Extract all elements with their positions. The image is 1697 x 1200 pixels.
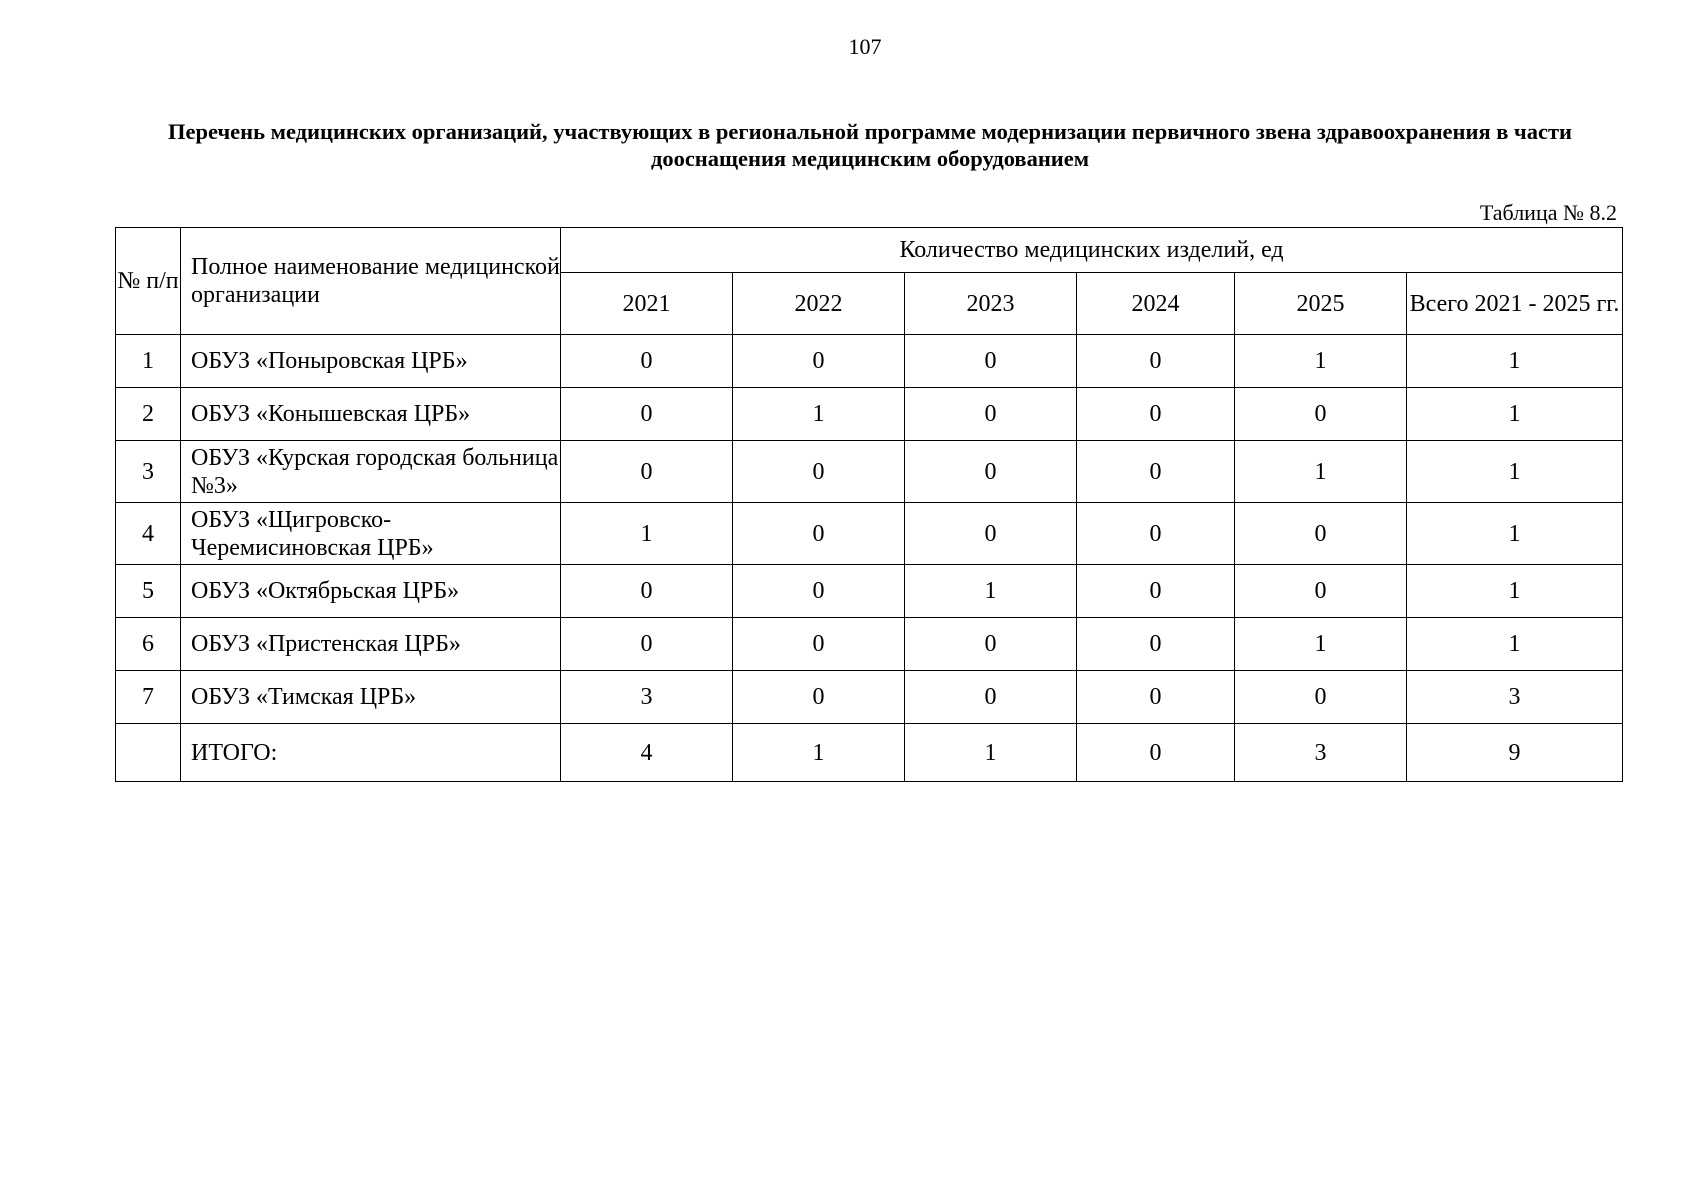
- column-header-year: 2022: [733, 273, 905, 335]
- year-value: 0: [1077, 503, 1235, 565]
- row-number: 5: [116, 565, 181, 618]
- year-value: 0: [733, 441, 905, 503]
- table-row: [116, 441, 1623, 503]
- table-row: [116, 565, 1623, 618]
- page-number: 107: [848, 34, 882, 59]
- year-value: 0: [1077, 565, 1235, 618]
- row-number: 3: [116, 441, 181, 503]
- year-value: 1: [1235, 335, 1407, 388]
- year-value: 0: [561, 388, 733, 441]
- year-value: 0: [905, 503, 1077, 565]
- row-number: 7: [116, 671, 181, 724]
- year-total-value: 3: [1235, 724, 1407, 782]
- organization-name: ОБУЗ «Конышевская ЦРБ»: [181, 388, 561, 441]
- year-value: 0: [733, 503, 905, 565]
- year-value: 0: [905, 441, 1077, 503]
- table-row: [116, 388, 1623, 441]
- column-header-year: 2025: [1235, 273, 1407, 335]
- year-total-value: 1: [733, 724, 905, 782]
- table-row: [116, 503, 1623, 565]
- year-value: 0: [561, 618, 733, 671]
- row-total: 1: [1407, 618, 1623, 671]
- organization-name: ОБУЗ «Поныровская ЦРБ»: [181, 335, 561, 388]
- row-total: 1: [1407, 441, 1623, 503]
- column-header-total: Всего 2021 - 2025 гг.: [1407, 273, 1623, 335]
- year-value: 0: [733, 565, 905, 618]
- year-value: 0: [561, 335, 733, 388]
- year-total-value: 4: [561, 724, 733, 782]
- column-header-name: Полное наименование медицинской организации: [181, 228, 561, 335]
- equipment-table: [115, 227, 1623, 782]
- table-caption: Таблица № 8.2: [1479, 200, 1617, 225]
- document-title: Перечень медицинских организаций, участвующих в региональной программе модернизации первичного звена здравоохранения в части дооснащения медицинским оборудованием: [168, 119, 1572, 171]
- year-value: 1: [1235, 441, 1407, 503]
- grand-total: 9: [1407, 724, 1623, 782]
- year-value: 0: [1077, 618, 1235, 671]
- table-total-row: [116, 724, 1623, 782]
- year-value: 0: [1235, 671, 1407, 724]
- year-value: 1: [905, 565, 1077, 618]
- year-value: 0: [905, 618, 1077, 671]
- year-total-value: 1: [905, 724, 1077, 782]
- year-value: 0: [1077, 671, 1235, 724]
- year-value: 0: [1235, 388, 1407, 441]
- year-total-value: 0: [1077, 724, 1235, 782]
- organization-name: ОБУЗ «Щигровско-Черемисиновская ЦРБ»: [181, 503, 561, 565]
- organization-name: ОБУЗ «Курская городская больница №3»: [181, 441, 561, 503]
- total-label: ИТОГО:: [181, 724, 561, 782]
- column-header-year: 2021: [561, 273, 733, 335]
- row-total: 3: [1407, 671, 1623, 724]
- row-number: [116, 724, 181, 782]
- organization-name: ОБУЗ «Тимская ЦРБ»: [181, 671, 561, 724]
- year-value: 0: [561, 565, 733, 618]
- year-value: 0: [733, 671, 905, 724]
- year-value: 0: [1235, 565, 1407, 618]
- year-value: 0: [905, 671, 1077, 724]
- year-value: 0: [733, 618, 905, 671]
- year-value: 0: [1077, 441, 1235, 503]
- organization-name: ОБУЗ «Пристенская ЦРБ»: [181, 618, 561, 671]
- column-header-number: № п/п: [116, 228, 181, 335]
- row-total: 1: [1407, 565, 1623, 618]
- year-value: 0: [1077, 388, 1235, 441]
- year-value: 1: [1235, 618, 1407, 671]
- row-number: 6: [116, 618, 181, 671]
- year-value: 0: [561, 441, 733, 503]
- year-value: 0: [733, 335, 905, 388]
- row-number: 1: [116, 335, 181, 388]
- row-number: 2: [116, 388, 181, 441]
- row-total: 1: [1407, 388, 1623, 441]
- row-total: 1: [1407, 503, 1623, 565]
- year-value: 0: [905, 388, 1077, 441]
- organization-name: ОБУЗ «Октябрьская ЦРБ»: [181, 565, 561, 618]
- row-total: 1: [1407, 335, 1623, 388]
- column-header-group: Количество медицинских изделий, ед: [561, 228, 1623, 273]
- table-row: [116, 671, 1623, 724]
- year-value: 0: [1235, 503, 1407, 565]
- row-number: 4: [116, 503, 181, 565]
- year-value: 0: [1077, 335, 1235, 388]
- table-row: [116, 618, 1623, 671]
- year-value: 1: [733, 388, 905, 441]
- column-header-year: 2024: [1077, 273, 1235, 335]
- column-header-year: 2023: [905, 273, 1077, 335]
- table-row: [116, 335, 1623, 388]
- year-value: 0: [905, 335, 1077, 388]
- table-header-row: [116, 228, 1623, 273]
- year-value: 1: [561, 503, 733, 565]
- year-value: 3: [561, 671, 733, 724]
